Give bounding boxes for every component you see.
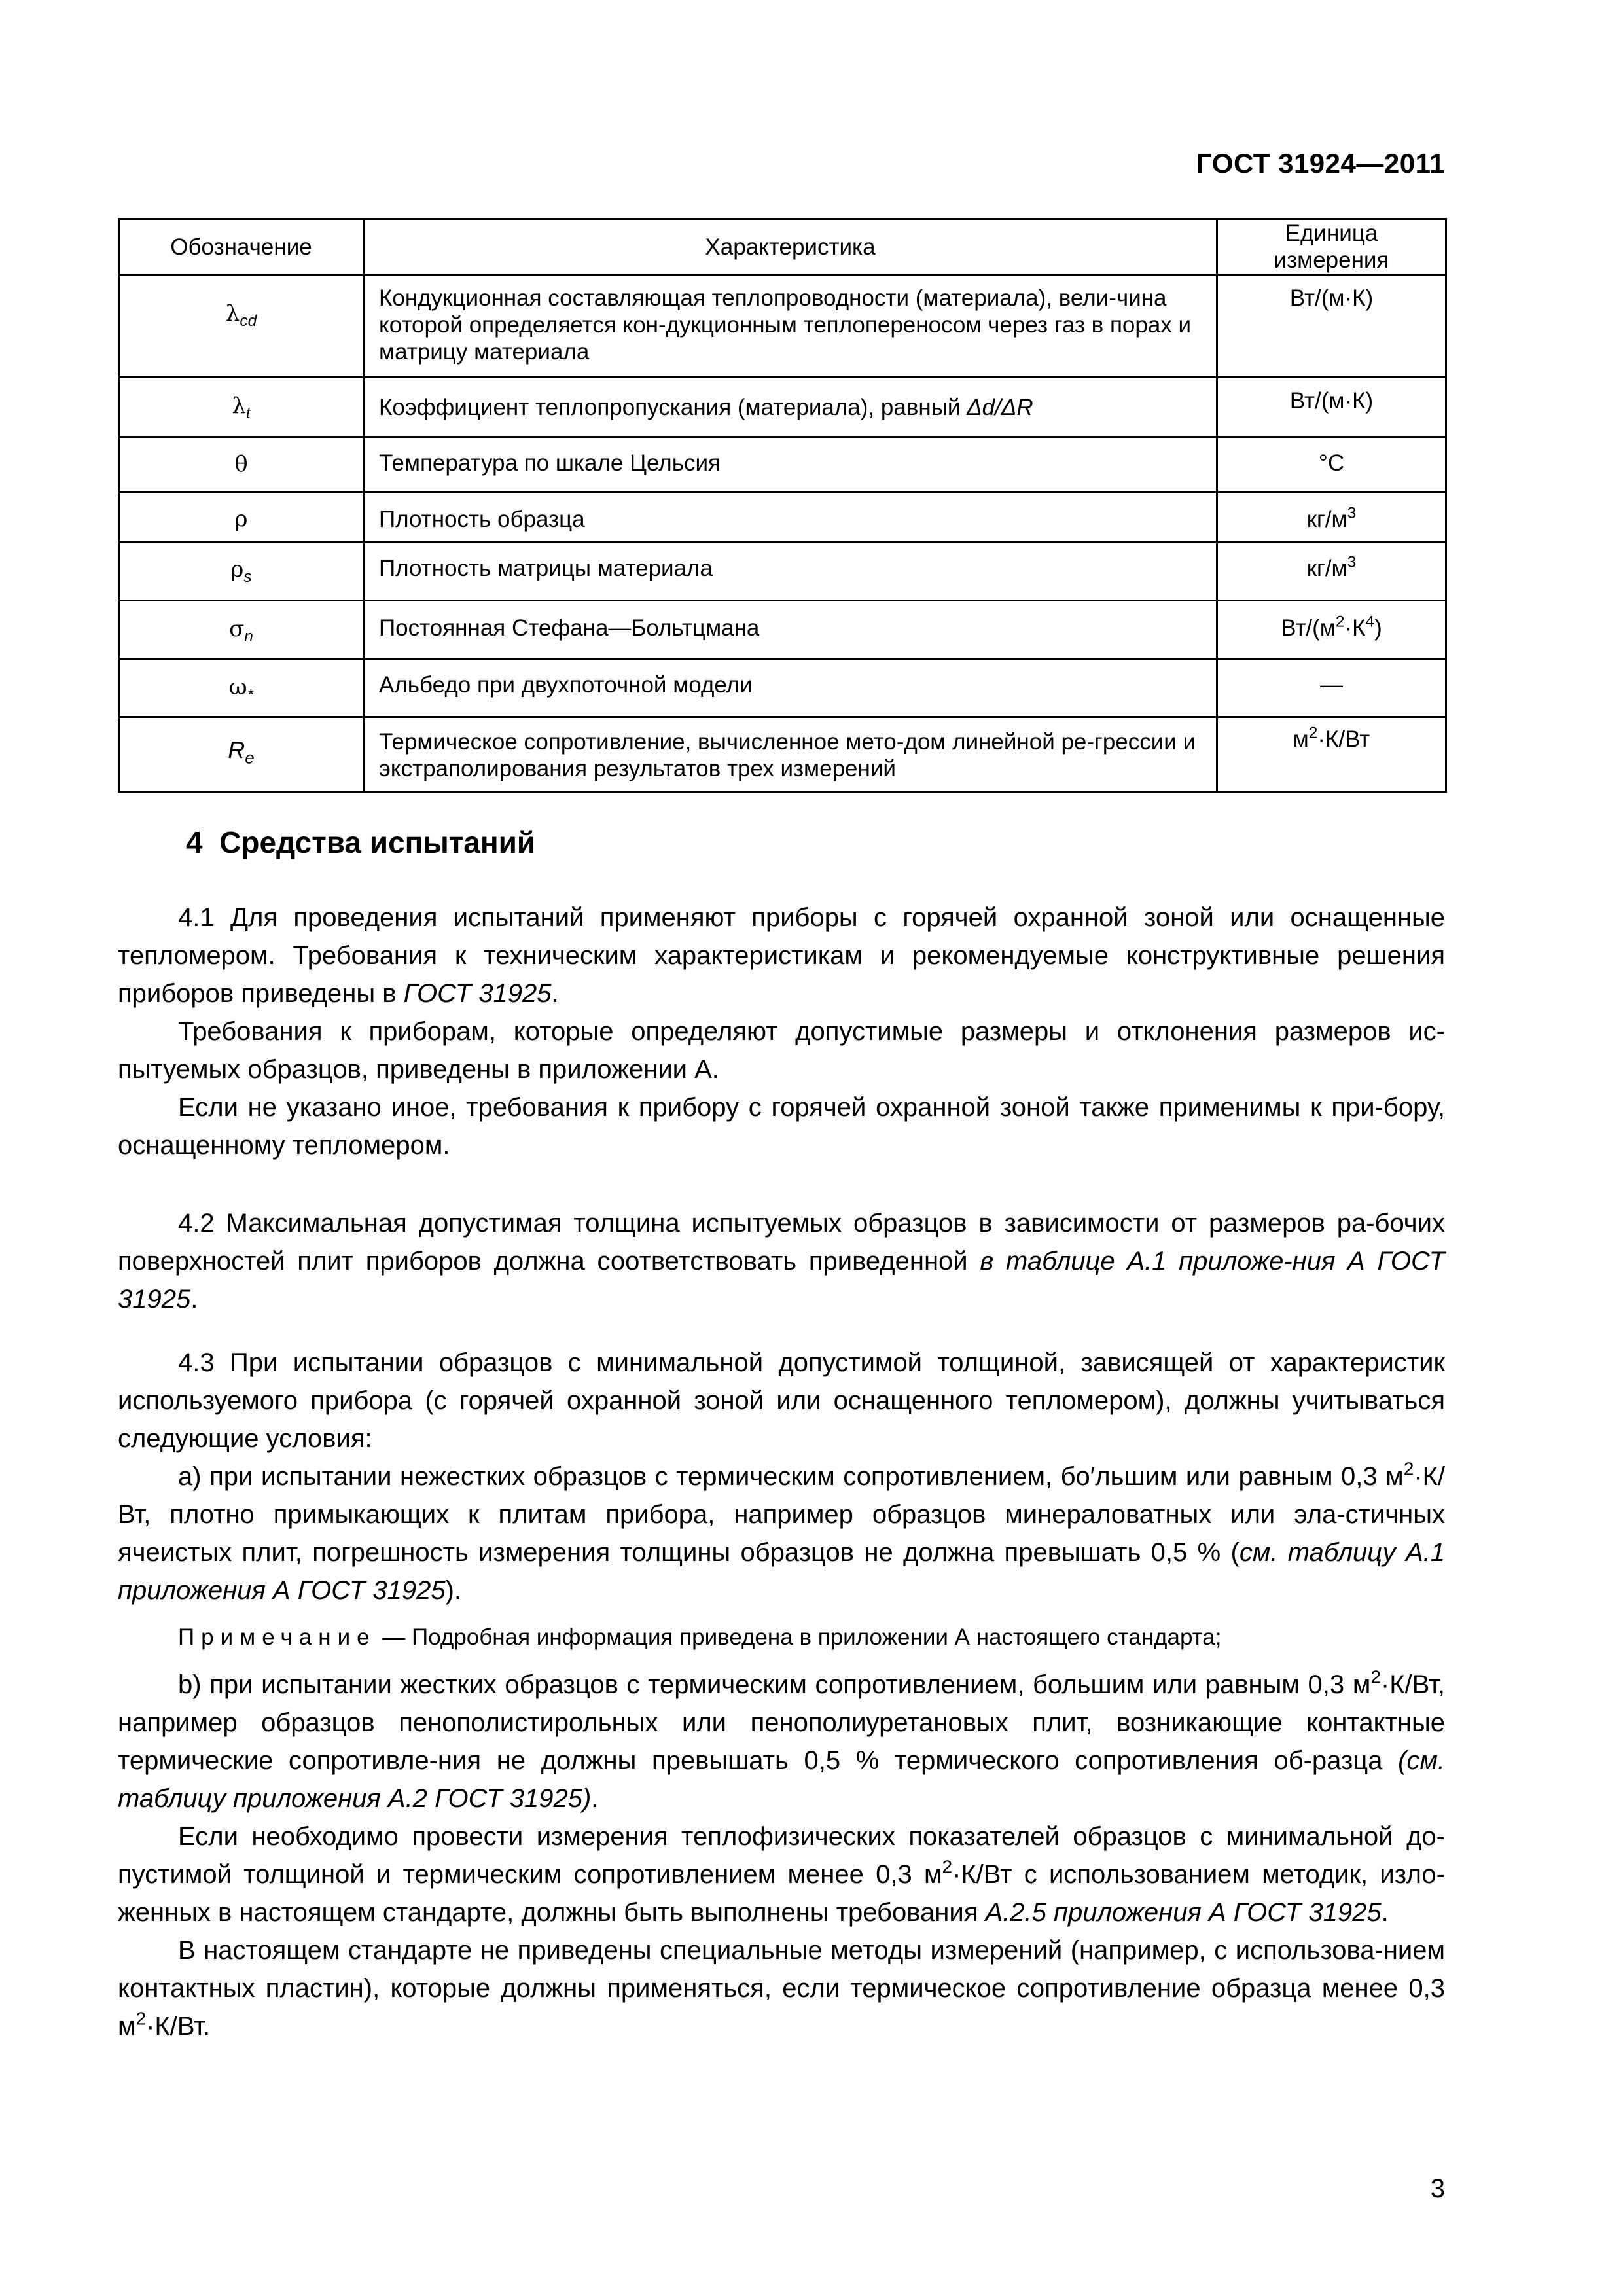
paragraph-4-3 — [118, 1344, 1445, 2045]
symbol-subscript: cd — [240, 312, 257, 330]
list-item-a — [118, 1458, 1445, 1609]
document-code: ГОСТ 31924—2011 — [1196, 148, 1445, 179]
unit-superscript: 2 — [1308, 724, 1318, 742]
symbol-cell — [119, 437, 364, 492]
unit-text-tail: ·К/Вт — [1317, 726, 1370, 752]
symbol-cell — [119, 378, 364, 437]
standard-reference: ГОСТ 31925 — [403, 979, 552, 1008]
description-cell — [364, 378, 1217, 437]
description-cell: Плотность матрицы материала — [364, 543, 1217, 601]
section-number: 4 — [186, 825, 203, 859]
description-formula: Δd/ΔR — [967, 395, 1033, 420]
unit-text: — — [1320, 672, 1343, 698]
symbol-base: λ — [232, 393, 246, 419]
standard-reference: (см. таблицу приложения А.2 ГОСТ 31925) — [118, 1746, 1445, 1813]
paragraph-4-1 — [118, 899, 1445, 1164]
table-row — [119, 492, 1446, 543]
description-cell: Плотность образца — [364, 492, 1217, 543]
table-row — [119, 378, 1446, 437]
description-text: Коэффициент теплопропускания (материала), равный — [379, 395, 967, 420]
paragraph-text: 4.1 Для проведения испытаний применяют приборы с горячей охранной зоной или оснащенные тепломером. Требования к техническим характеристикам и рекомендуемые конструктивные решения приборов приведены в — [118, 903, 1445, 1008]
symbols-table — [118, 218, 1447, 793]
section-heading — [186, 825, 535, 860]
description-cell: Постоянная Стефана—Больтцмана — [364, 601, 1217, 659]
symbol-base: ρ — [234, 506, 248, 532]
note — [118, 1619, 1445, 1657]
paragraph-text: . — [190, 1285, 198, 1314]
symbol-cell — [119, 543, 364, 601]
paragraph: Требования к приборам, которые определяют допустимые размеры и отклонения размеров ис-пытуемых образцов, приведены в приложении А. — [118, 1017, 1445, 1084]
description-cell: Термическое сопротивление, вычисленное мето-дом линейной ре-грессии и экстраполирования результатов трех измерений — [364, 717, 1217, 792]
paragraph-text: ·К/Вт, плотно примыкающих к плитам прибора, например образцов минераловатных или эла-стичных ячеистых плит, погрешность измерения толщины образцов не должна превышать 0,5 % ( — [118, 1462, 1445, 1567]
description-cell: Температура по шкале Цельсия — [364, 437, 1217, 492]
paragraph-4-2 — [118, 1204, 1445, 1318]
unit-text: °С — [1318, 450, 1345, 476]
paragraph-text: ). — [445, 1576, 462, 1605]
paragraph — [118, 1204, 1445, 1318]
unit-text: м — [1293, 726, 1309, 752]
paragraph-text: 4.2 Максимальная допустимая толщина испытуемых образцов в зависимости от размеров ра-бочих поверхностей плит приборов должна соответствовать приведенной — [118, 1209, 1445, 1276]
paragraph-text: ·К/Вт. — [146, 2012, 211, 2041]
unit-superscript: 3 — [1347, 553, 1357, 571]
symbol-base: λ — [225, 300, 240, 327]
page-number: 3 — [1430, 2174, 1445, 2203]
paragraph: Если не указано иное, требования к прибору с горячей охранной зоной также применимы к при-бору, оснащенному тепломером. — [118, 1093, 1445, 1160]
superscript: 2 — [942, 1856, 953, 1877]
table-header-row — [119, 219, 1446, 275]
paragraph-text: b) при испытании жестких образцов с термическим сопротивлением, большим или равным 0,3 м — [178, 1670, 1371, 1699]
description-cell: Кондукционная составляющая теплопроводности (материала), вели-чина которой определяется кон-дукционным теплопереносом через газ в порах и матрицу материала — [364, 275, 1217, 378]
paragraph — [118, 1931, 1445, 2045]
unit-text: Вт/(м·К) — [1289, 388, 1374, 414]
section-title: Средства испытаний — [219, 825, 536, 859]
unit-superscript: 2 — [1335, 613, 1345, 631]
paragraph-text: . — [591, 1784, 599, 1813]
unit-text: кг/м — [1306, 556, 1347, 581]
table-row — [119, 601, 1446, 659]
symbol-base: R — [228, 736, 245, 763]
symbol-cell — [119, 717, 364, 792]
symbol-base: σ — [229, 616, 245, 642]
symbol-subscript: t — [245, 404, 251, 422]
unit-text-tail: ) — [1374, 615, 1382, 641]
unit-superscript: 4 — [1365, 613, 1375, 631]
description-cell: Альбедо при двухпоточной модели — [364, 659, 1217, 717]
symbol-cell — [119, 275, 364, 378]
standard-reference: см. таблицу А.1 приложения А ГОСТ 31925 — [118, 1538, 1445, 1605]
unit-text: Вт/(м·К) — [1289, 285, 1374, 311]
symbol-base: θ — [234, 451, 248, 477]
note-label: Примечание — [178, 1624, 376, 1650]
unit-text-mid: ·К — [1344, 615, 1366, 641]
standard-reference: в таблице А.1 приложе-ния А ГОСТ 31925 — [118, 1247, 1445, 1314]
paragraph-text: В настоящем стандарте не приведены специальные методы измерений (например, с использова-нием контактных пластин), которые должны применяться, если термическое сопротивление образца менее 0,3 м — [118, 1936, 1445, 2041]
note-text: — Подробная информация приведена в приложении А настоящего стандарта; — [376, 1624, 1222, 1650]
column-header-characteristic: Характеристика — [364, 219, 1217, 275]
symbol-base: ω — [228, 674, 247, 700]
unit-cell — [1217, 717, 1446, 792]
symbol-cell — [119, 601, 364, 659]
unit-cell — [1217, 437, 1446, 492]
superscript: 2 — [1403, 1458, 1414, 1479]
table-row — [119, 543, 1446, 601]
paragraph-text: ·К/Вт с использованием методик, изло-женных в настоящем стандарте, должны быть выполнены требования — [118, 1860, 1445, 1927]
unit-cell — [1217, 543, 1446, 601]
table-row — [119, 275, 1446, 378]
symbol-cell — [119, 492, 364, 543]
standard-reference: А.2.5 приложения А ГОСТ 31925 — [985, 1898, 1382, 1927]
unit-cell — [1217, 601, 1446, 659]
column-header-unit: Единица измерения — [1217, 219, 1446, 275]
symbol-subscript: e — [245, 749, 255, 768]
paragraph-text: ·К/Вт, например образцов пенополистирольных или пенополиуретановых плит, возникающие контактные термические сопротивле-ния не должны превышать 0,5 % термического сопротивления об-разца — [118, 1670, 1445, 1775]
unit-text: кг/м — [1306, 507, 1347, 532]
symbol-subscript: n — [244, 627, 253, 645]
symbol-subscript: * — [247, 685, 254, 704]
table-row — [119, 717, 1446, 792]
symbol-cell — [119, 659, 364, 717]
paragraph-text: . — [1381, 1898, 1389, 1927]
unit-text: Вт/(м — [1281, 615, 1336, 641]
superscript: 2 — [135, 2008, 147, 2029]
paragraph-text: a) при испытании нежестких образцов с термическим сопротивлением, бо′льшим или равным 0,3 м — [178, 1462, 1404, 1491]
column-header-symbol: Обозначение — [119, 219, 364, 275]
unit-cell — [1217, 275, 1446, 378]
table-row — [119, 437, 1446, 492]
paragraph: 4.3 При испытании образцов с минимальной допустимой толщиной, зависящей от характеристик используемого прибора (с горячей охранной зоной или оснащенного тепломером), должны учитываться следующие условия: — [118, 1348, 1445, 1453]
symbol-base: ρ — [230, 556, 244, 583]
superscript: 2 — [1370, 1666, 1381, 1687]
table-row — [119, 659, 1446, 717]
paragraph — [118, 899, 1445, 1013]
unit-superscript: 3 — [1347, 504, 1357, 522]
paragraph-text: Если необходимо провести измерения теплофизических показателей образцов с минимальной до-пустимой толщиной и термическим сопротивлением менее 0,3 м — [118, 1822, 1445, 1889]
list-item-b — [118, 1666, 1445, 1818]
paragraph-text: . — [551, 979, 559, 1008]
unit-cell — [1217, 492, 1446, 543]
unit-cell — [1217, 378, 1446, 437]
symbol-subscript: s — [243, 567, 252, 586]
paragraph — [118, 1818, 1445, 1931]
unit-cell — [1217, 659, 1446, 717]
